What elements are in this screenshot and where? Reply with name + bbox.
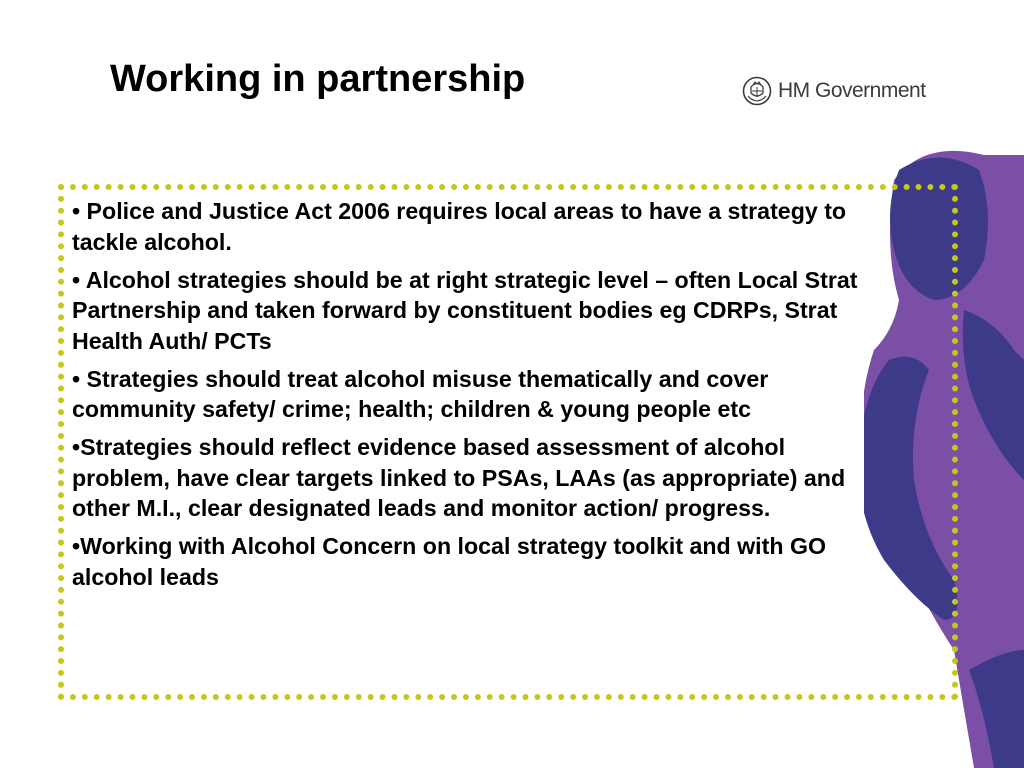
hm-government-logo xyxy=(742,76,926,106)
bullet-item: • Police and Justice Act 2006 requires local areas to have a strategy to tackle alcohol. xyxy=(72,198,847,255)
logo-text: HM Government xyxy=(778,79,926,102)
bullet-list xyxy=(72,196,862,600)
bullet-item: •Working with Alcohol Concern on local strategy toolkit and with GO alcohol leads xyxy=(72,533,827,590)
bullet-item: • Strategies should treat alcohol misuse thematically and cover community safety/ crime; health; children & young people etc xyxy=(72,365,769,422)
royal-crest-icon xyxy=(742,76,772,106)
slide-title: Working in partnership xyxy=(110,58,526,100)
bullet-item: •Strategies should reflect evidence based assessment of alcohol problem, have clear targets linked to PSAs, LAAs (as appropriate) and other M.I., clear designated leads and monitor action/ progress. xyxy=(72,434,846,521)
bullet-item: • Alcohol strategies should be at right strategic level – often Local Strat Partnership and taken forward by constituent bodies eg CDRPs, Strat Health Auth/ PCTs xyxy=(72,266,858,354)
